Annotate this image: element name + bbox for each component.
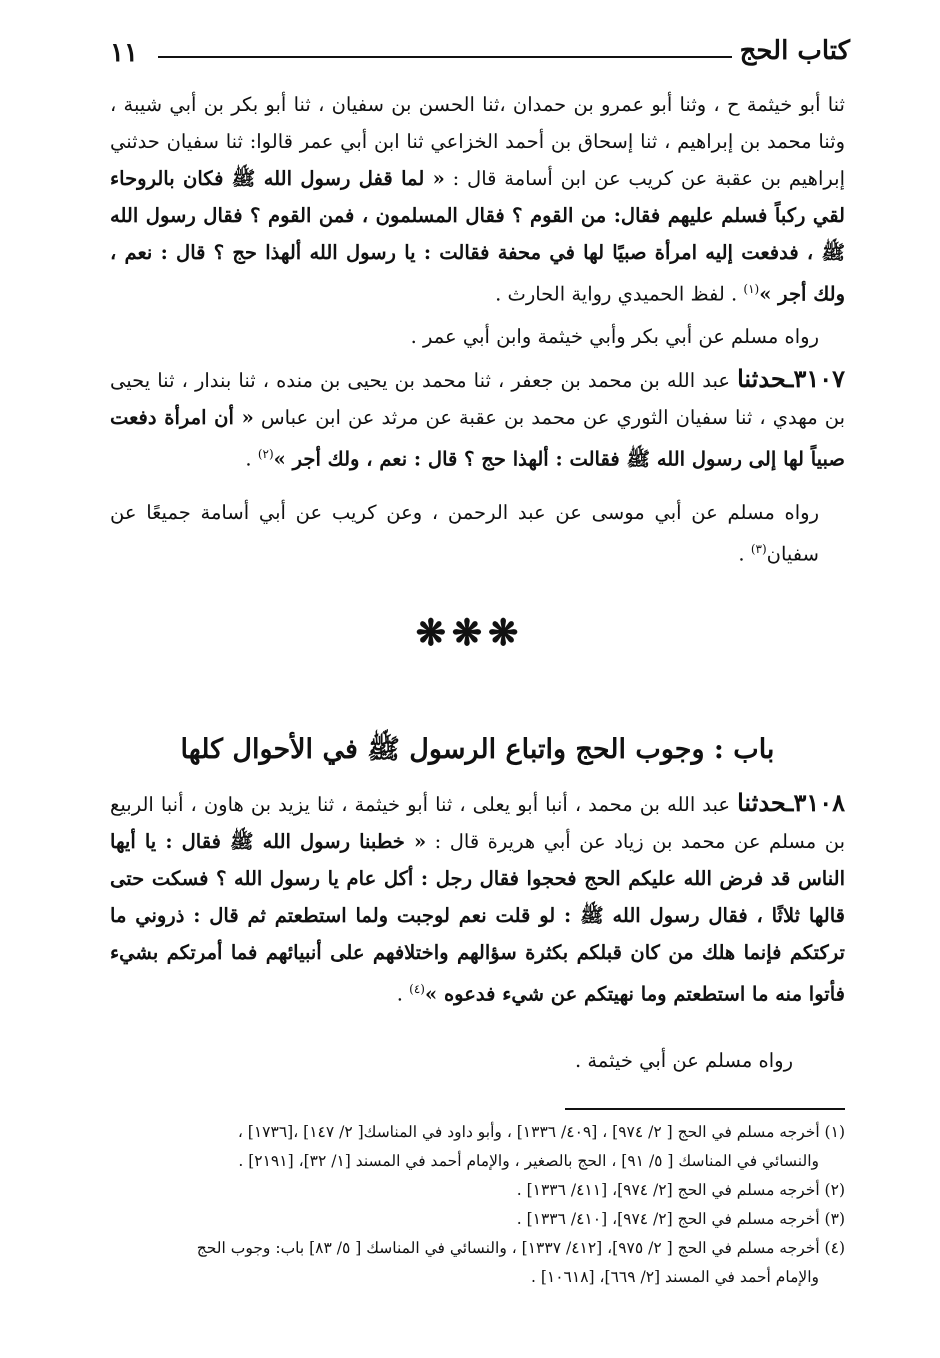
book-title: كتاب الحج [739, 36, 850, 66]
riwaya-text: رواه مسلم عن أبي بكر وأبي خيثمة وابن أبي عمر . [410, 325, 819, 348]
paragraph-riwaya-3 [110, 1042, 845, 1079]
hadith-keyword: حدثنا [737, 364, 787, 393]
hadith-3107 [110, 360, 845, 478]
footnote-4-line-1: (٤) أخرجه مسلم في الحج [ ٢/ ٩٧٥]، [٤١٢/ ١٣٣٧] ، والنسائي في المناسك [ ٥/ ٨٣] باب: وجوب الحج [196, 1239, 845, 1257]
hadith-matn: « لما قفل رسول الله ﷺ فكان بالروحاء لقي ركباً فسلم عليهم فقال: من القوم ؟ فقال المسلمون ، فمن القوم ؟ فقال رسول الله ﷺ ، فدفعت إليه امرأة صبيًا لها في محفة فقالت : يا رسول الله ألهذا حج ؟ قال : نعم ، ولك أجر » [110, 167, 845, 306]
footnote-2: (٢) أخرجه مسلم في الحج [٢/ ٩٧٤]، [٤١١/ ١٣٣٦] . [516, 1181, 845, 1199]
header-rule [158, 56, 732, 58]
punctuation: . [396, 982, 410, 1006]
hadith-number: ٣١٠٨ـ [786, 788, 845, 817]
paragraph-isnad-1 [110, 86, 845, 313]
riwaya-text: رواه مسلم عن أبي خيثمة . [574, 1049, 793, 1072]
footnote-marker: (٣) [750, 542, 767, 556]
running-header [110, 36, 850, 76]
hadith-matn: « أن امرأة دفعت صبياً لها إلى رسول الله ﷺ فقالت : ألهذا حج ؟ قال : نعم ، ولك أجر » [110, 406, 845, 471]
hadith-3108 [110, 784, 845, 1013]
footnote-marker: (١) [743, 282, 760, 296]
footnote-3: (٣) أخرجه مسلم في الحج [٢/ ٩٧٤]، [٤١٠/ ١٣٣٦] . [516, 1210, 845, 1228]
chapter-title: باب : وجوب الحج واتباع الرسول ﷺ في الأحوال كلها [180, 734, 775, 765]
riwaya-text: رواه مسلم عن أبي موسى عن عبد الرحمن ، وعن كريب عن أبي أسامة جميعًا عن سفيان [110, 501, 819, 566]
isnad-text: عبد الله بن محمد بن جعفر ، ثنا محمد بن يحيى بن منده ، ثنا بندار ، ثنا يحيى بن مهدي ، ثنا سفيان الثوري عن محمد بن عقبة عن مرثد عن ابن عباس [110, 369, 846, 429]
footnotes [110, 1118, 845, 1292]
hadith-matn: « خطبنا رسول الله ﷺ فقال : يا أيها الناس قد فرض الله عليكم الحج فحجوا فقال رجل : أكل عام يا رسول الله ؟ فسكت حتى قالها ثلاثًا ، فقال رسول الله ﷺ : لو قلت نعم لوجبت ولما استطعتم ثم قال : ذروني ما تركتكم فإنما هلك من كان قبلكم بكثرة سؤالهم واختلافهم على أنبيائهم فما أمرتكم بشيء فأتوا منه ما استطعتم وما نهيتكم عن شيء فدعوه » [110, 830, 845, 1006]
footnote-1-line-2: والنسائي في المناسك [ ٥/ ٩١] ، الحج بالصغير ، والإمام أحمد في المسند [١/ ٣٢]، [٢١٩١] . [238, 1152, 819, 1170]
footnote-4-line-2: والإمام أحمد في المسند [٢/ ٦٦٩]، [١٠٦١٨] . [531, 1268, 819, 1286]
hadith-number: ٣١٠٧ـ [786, 364, 845, 393]
footnote-rule [565, 1108, 845, 1110]
isnad-text: عبد الله بن محمد ، أنبا أبو يعلى ، ثنا أبو خيثمة ، ثنا يزيد بن هاون ، أنبا الربيع بن مسلم عن محمد بن زياد عن أبي هريرة قال : [110, 793, 846, 853]
paragraph-riwaya-1 [110, 318, 845, 355]
footnote-marker: (٢) [257, 447, 274, 461]
page-number: ١١ [110, 38, 138, 68]
punctuation: . [245, 447, 258, 471]
hadith-keyword: حدثنا [737, 788, 787, 817]
punctuation: . [738, 542, 751, 566]
section-separator: ❋❋❋ [415, 612, 525, 654]
footnote-marker: (٤) [409, 982, 425, 996]
paragraph-riwaya-2 [110, 494, 845, 573]
isnad-text: ثنا أبو خيثمة ح ، وثنا أبو عمرو بن حمدان ،ثنا الحسن بن سفيان ، ثنا أبو بكر بن أبي شيبة ، وثنا محمد بن إبراهيم ، ثنا إسحاق بن أحمد الخزاعي ثنا ابن أبي عمر قالوا: ثنا سفيان حدثني إبراهيم بن عقبة عن كريب عن ابن أسامة قال : [110, 93, 845, 190]
footnote-1-line-1: (١) أخرجه مسلم في الحج [ ٢/ ٩٧٤] ، [٤٠٩/ ١٣٣٦] ، وأبو داود في المناسك[ ٢/ ١٤٧] ،[١٧٣٦] ، [237, 1123, 845, 1141]
narration-note: . لفظ الحميدي رواية الحارث . [495, 282, 744, 306]
